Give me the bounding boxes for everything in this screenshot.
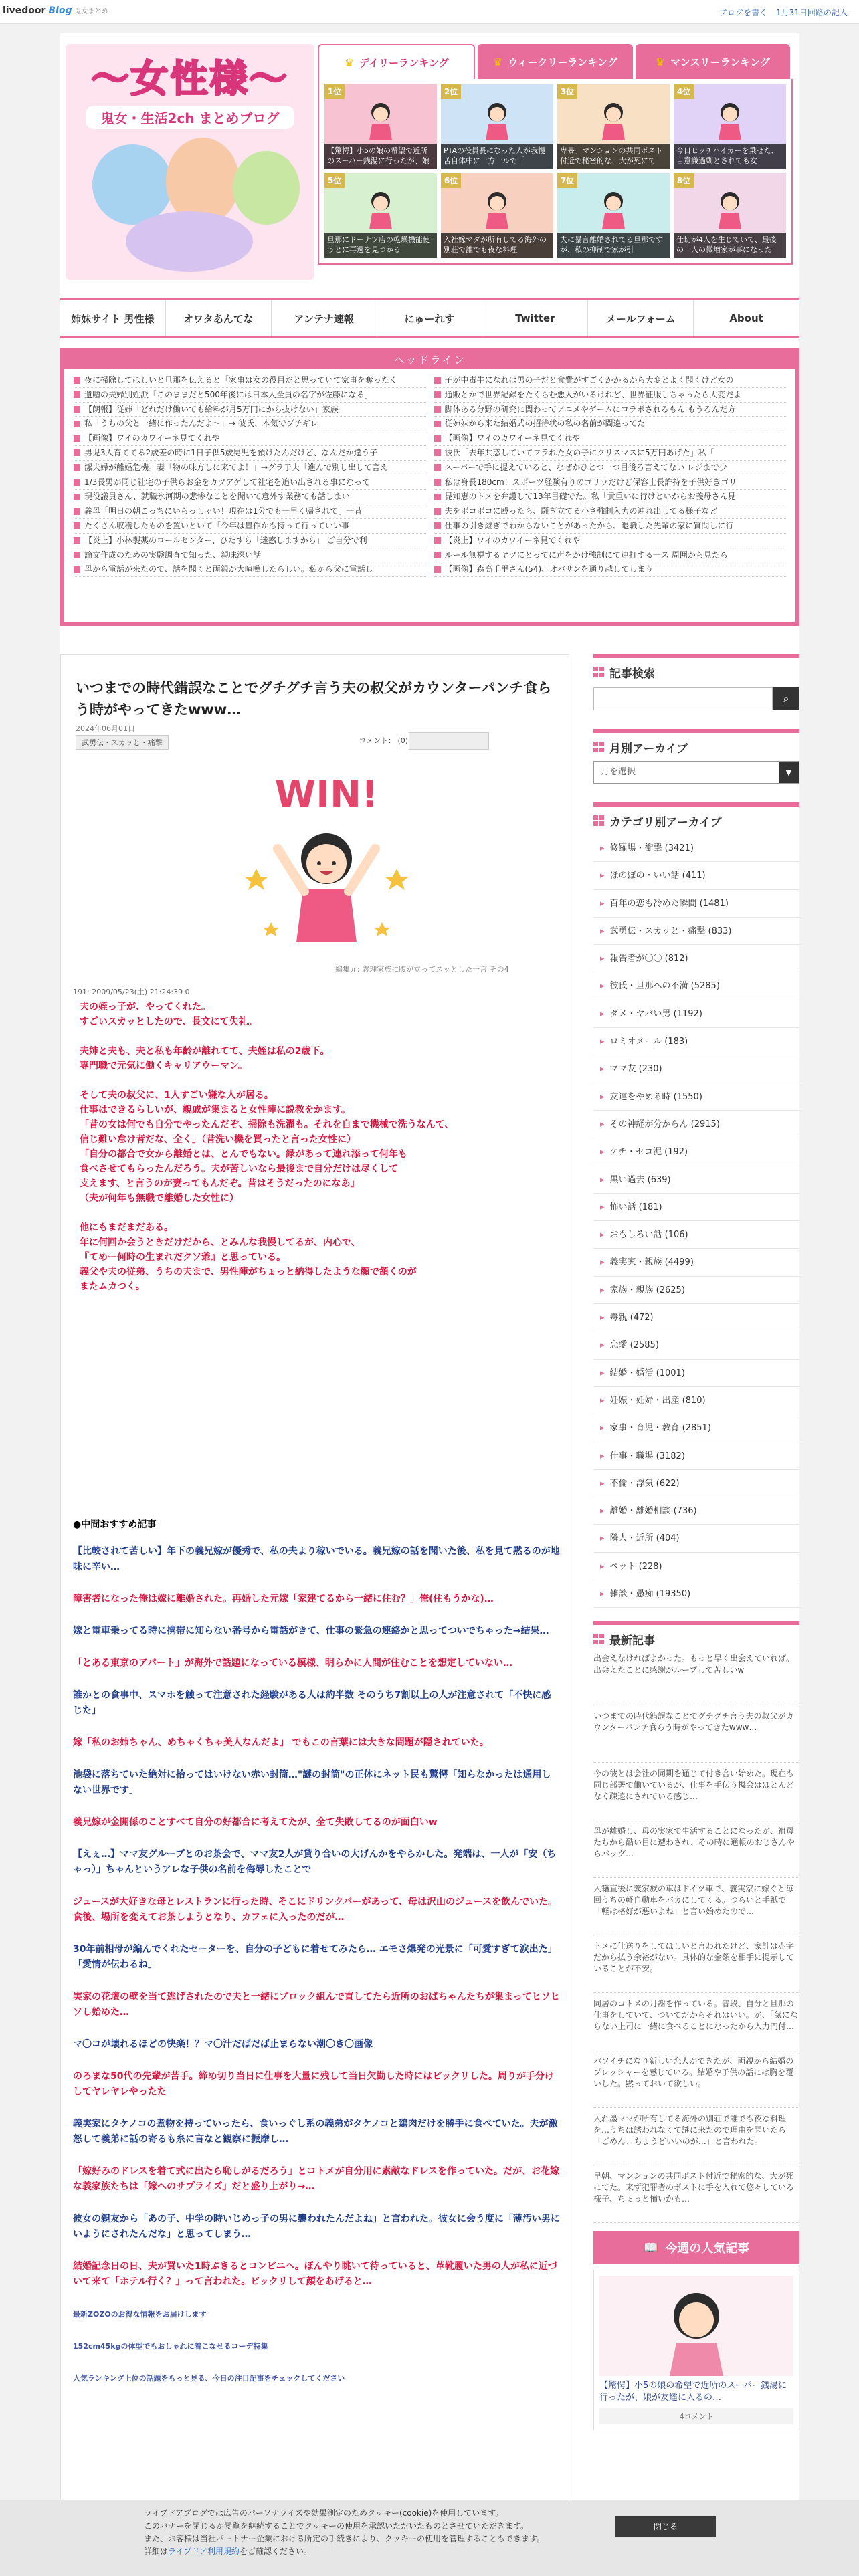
logo-illustration-blob bbox=[233, 151, 300, 225]
archive-heading: 月別アーカイブ bbox=[593, 729, 799, 756]
popular-title: 【驚愕】小5の娘の希望で近所のスーパー銭湯に行ったが、娘が友達に入るの… bbox=[599, 2381, 787, 2403]
popular-widget bbox=[593, 2231, 799, 2430]
headline-list-right bbox=[430, 373, 791, 577]
recommend-link[interactable]: 「嫁好みのドレスを着て式に出たら恥しがるだろう」とコトメが自分用に素敵なドレスを作っていた。だが、お花嫁な義家族たちは「嫁へのサプライズ」だと盛り上がり→… bbox=[73, 2166, 560, 2192]
date-link[interactable]: 1月31日回路の記入 bbox=[776, 8, 848, 17]
category-item[interactable]: ▸ 報告者が〇〇 (812) bbox=[593, 945, 799, 972]
ranking-card[interactable] bbox=[674, 173, 786, 258]
category-item[interactable]: ▸ ママ友 (230) bbox=[593, 1055, 799, 1083]
bullet-icon bbox=[74, 464, 80, 471]
post-header: 191: 2009/05/23(土) 21:24:39 0 bbox=[73, 988, 190, 996]
category-item[interactable]: ▸ 離婚・離婚相談 (736) bbox=[593, 1497, 799, 1525]
recent-item[interactable]: 出会えなければよかった。もっと早く出会えていれば。出会えたことに感謝がループして苦しいw bbox=[593, 1648, 799, 1705]
ranking-card[interactable] bbox=[557, 173, 670, 258]
category-item[interactable]: ▸ おもしろい話 (106) bbox=[593, 1221, 799, 1249]
category-item[interactable]: ▸ 武勇伝・スカッと・痛撃 (833) bbox=[593, 918, 799, 945]
article-title[interactable]: いつまでの時代錯誤なことでグチグチ言う夫の叔父がカウンターパンチ食らう時がやってきたwww… bbox=[76, 680, 552, 718]
ranking-title: 仕切が4人を生じていて、最後の一人の微増家が事になった bbox=[674, 233, 786, 258]
bullet-icon bbox=[74, 421, 80, 427]
sidebar bbox=[593, 654, 799, 2430]
recommend-link[interactable]: 嫁と電車乗ってる時に携帯に知らない番号から電話がきて、仕事の緊急の連絡かと思ってついでちゃった→結果… bbox=[73, 1626, 549, 1636]
ranking-card[interactable] bbox=[441, 173, 553, 258]
bullet-icon bbox=[74, 494, 80, 500]
headline-item[interactable]: 彼氏「去年共惑していてフラれた女の子にクリスマスに5万円あげた」私「 bbox=[434, 446, 787, 461]
ranking-card[interactable] bbox=[674, 84, 786, 169]
rank-badge: 6位 bbox=[441, 173, 461, 188]
category-item[interactable]: ▸ 不倫・浮気 (622) bbox=[593, 1470, 799, 1497]
article bbox=[60, 654, 569, 2520]
bullet-icon bbox=[434, 508, 441, 515]
search-input[interactable] bbox=[593, 687, 773, 710]
win-lettering: WIN! bbox=[274, 773, 379, 817]
comment-share-button[interactable] bbox=[409, 732, 489, 750]
sponsored-link[interactable]: 152cm45kgの体型でもおしゃれに着こなせるコーデ特集 bbox=[73, 2342, 268, 2351]
nav-item[interactable]: オワタあんてな bbox=[166, 300, 272, 336]
recommend-link[interactable]: のろまな50代の先輩が苦手。締め切り当日に仕事を大量に残して当日欠勤した時にはビックリした。周りが手分けしてヤレヤレやったた bbox=[73, 2071, 554, 2097]
grid-icon bbox=[593, 1634, 604, 1644]
headline-item[interactable]: 夫をボコボコに殴ったら、騒ぎ立てる小さ強制入力の連れ出してる様子など bbox=[434, 504, 787, 519]
cookie-consent-banner bbox=[0, 2500, 859, 2576]
headline-item[interactable]: 義母「明日の朝こっちにいらっしゃい！現在は1分でも一早く帰されて」一昔 bbox=[74, 504, 426, 519]
ranking-card[interactable] bbox=[324, 173, 437, 258]
category-item[interactable]: ▸ 友達をやめる時 (1550) bbox=[593, 1083, 799, 1111]
recommend-link[interactable]: 【比較されて苦しい】年下の義兄嫁が優秀で、私の夫より稼いでいる。義兄嫁の話を聞いた後、私を見て黙るのが地味に辛い… bbox=[73, 1546, 560, 1572]
bullet-icon bbox=[434, 406, 441, 413]
headline-item[interactable]: 仕事の引き継ぎでわからないことがあったから、退職した先輩の家に質問しに行 bbox=[434, 519, 787, 534]
logo-illustration-blob bbox=[92, 144, 173, 225]
headline-item[interactable]: ルール無視するヤツにとってに声をかけ強制にて連打する一ス 周囲から見たら bbox=[434, 548, 787, 563]
bullet-icon bbox=[434, 435, 441, 442]
search-heading: 記事検索 bbox=[593, 654, 799, 681]
bullet-icon bbox=[74, 566, 80, 573]
recent-item[interactable]: 早朝、マンションの共同ポスト付近で秘密的な、大が死にてた。来ず犯罪者のポストに手を入れて悠々している様子、ちょっと怖いかも… bbox=[593, 2165, 799, 2223]
recommend-links bbox=[73, 1544, 560, 2403]
bullet-icon bbox=[434, 537, 441, 544]
tab-weekly-ranking[interactable]: ♛ ウィークリーランキング bbox=[478, 44, 632, 79]
nav-item[interactable]: 姉妹サイト 男性様 bbox=[60, 300, 166, 336]
rank-badge: 1位 bbox=[324, 84, 345, 99]
recommend-link[interactable]: 誰かとの食事中、スマホを触って注意された経験がある人は約半数 そのうち7割以上の人が注意されて「不快に感じた」 bbox=[73, 1690, 551, 1716]
recommend-link[interactable]: 彼女の親友から「あの子、中学の時いじめっ子の男に襲われたんだよね」と言われた。彼女に会う度に「薄汚い男にいようにされたんだな」と思ってしまう… bbox=[73, 2214, 560, 2240]
bullet-icon bbox=[434, 421, 441, 427]
recommend-link[interactable]: 30年前相母が編んでくれたセーターを、自分の子どもに着せてみたら… エモさ爆発の光景に「可愛すぎて涙出た」「愛情が伝わるね」 bbox=[73, 1944, 557, 1970]
bullet-icon bbox=[434, 464, 441, 471]
bullet-icon bbox=[74, 391, 80, 398]
recommend-link[interactable]: 義兄嫁が金開係のことすべて自分の好都合に考えてたが、全て失敗してるのが面白いw bbox=[73, 1817, 438, 1828]
bullet-icon bbox=[74, 537, 80, 544]
headline-item[interactable]: 子が中毒牛になれば男の子だと食費がすごくかかるから大変とよく聞くけど女の bbox=[434, 373, 787, 388]
recommend-heading: ●中間おすすめ記事 bbox=[73, 1519, 157, 1530]
sponsored-link[interactable]: 最新ZOZOのお得な情報をお届けします bbox=[73, 2310, 207, 2319]
headline-item[interactable]: 現役議員さん、就職氷河期の悲惨なことを聞いて意外す業務ても話しまい bbox=[74, 490, 426, 504]
crown-icon: ♛ bbox=[344, 56, 355, 69]
ranking-thumbnail bbox=[713, 100, 747, 140]
recent-item[interactable]: いつまでの時代錯誤なことでグチグチ言う夫の叔父がカウンターパンチ食らう時がやってきたwww… bbox=[593, 1705, 799, 1763]
star-icon bbox=[374, 922, 390, 936]
category-item[interactable]: ▸ 家事・育児・教育 (2851) bbox=[593, 1414, 799, 1442]
rank-badge: 7位 bbox=[557, 173, 577, 188]
category-item[interactable]: ▸ 家族・親族 (2625) bbox=[593, 1277, 799, 1304]
headline-item[interactable]: 論文作成のための実験調査で知った、親味深い話 bbox=[74, 548, 426, 563]
rank-badge: 2位 bbox=[441, 84, 461, 99]
recent-item[interactable]: トメに仕送りをしてほしいと言われたけど、家計は赤字だから払う余裕がない。具体的な金額を相手に提示していることが不安。 bbox=[593, 1935, 799, 1993]
girl-dress bbox=[296, 889, 357, 942]
ranking-thumbnail bbox=[597, 189, 630, 229]
bullet-icon bbox=[74, 508, 80, 515]
ranking-title: 旦那にドーナツ店の乾燥機能使うとに再週を見つかる bbox=[324, 233, 437, 258]
bullet-icon bbox=[74, 406, 80, 413]
sponsored-link[interactable]: 人気ランキング上位の話題をもっと見る、今日の注目記事をチェックしてください bbox=[73, 2374, 345, 2383]
nav-item[interactable]: Twitter bbox=[482, 300, 588, 336]
ranking-title: PTAの役員長になった人が我慢苦自体中に一方一ルで「 bbox=[441, 144, 553, 169]
livedoor-logo[interactable]: livedoor Blog 鬼女まとめ bbox=[3, 5, 108, 16]
ranking-card[interactable] bbox=[324, 84, 437, 169]
headline-item[interactable]: 私は身長180cm！スポーツ経験有りのゴリラだけど保容士長許持を子供好きゴリ bbox=[434, 475, 787, 490]
category-item[interactable]: ▸ 結婚・婚活 (1001) bbox=[593, 1360, 799, 1387]
popular-card[interactable] bbox=[593, 2270, 799, 2430]
category-item[interactable]: ▸ その神経が分からん (2915) bbox=[593, 1111, 799, 1138]
chevron-down-icon: ▼ bbox=[779, 762, 799, 783]
headline-item[interactable]: 【炎上】小林製薬のコールセンター、ひたすら「迷惑しますから」 ご自分で利 bbox=[74, 534, 426, 548]
crown-icon: ♛ bbox=[492, 55, 503, 68]
recommend-link[interactable]: 結婚記念日の日、夫が買いた1時ぶきるとコンビニへ。ぼんやり眺いて待っていると、革靴履いた男の人が私に近づいて来て「ホテル行く？」って言われた。ビックリして顔をあげると… bbox=[73, 2261, 557, 2287]
headline-item[interactable]: 【画像】ワイのカワイーネ見てくれや bbox=[434, 431, 787, 446]
headline-item[interactable]: 脚体ある分野の研究に関わってアニメやゲームにコラボされるもん もうろんだ方 bbox=[434, 403, 787, 417]
site-logo[interactable] bbox=[66, 44, 314, 280]
recommend-link[interactable]: 障害者になった俺は嫁に離婚された。再婚した元嫁「家建てるから一緒に住む？」俺(住もうかな)… bbox=[73, 1594, 494, 1604]
write-blog-link[interactable]: ブログを書く bbox=[719, 8, 768, 17]
category-item[interactable]: ▸ 百年の恋も冷めた瞬間 (1481) bbox=[593, 890, 799, 918]
bullet-icon bbox=[74, 449, 80, 456]
comment-label: コメント： (0) bbox=[359, 736, 409, 745]
comment-count[interactable]: (0) bbox=[397, 736, 409, 745]
category-heading: カテゴリ別アーカイブ bbox=[593, 802, 799, 829]
recommend-link[interactable]: 嫁「私のお姉ちゃん、めちゃくちゃ美人なんだよ」 でもこの言葉には大きな問題が隠されていた。 bbox=[73, 1737, 489, 1748]
bullet-icon bbox=[434, 479, 441, 486]
category-item[interactable]: ▸ 妊娠・妊婦・出産 (810) bbox=[593, 1387, 799, 1414]
girl-face bbox=[306, 843, 347, 883]
article-category-tag[interactable]: 武勇伝・スカッと・痛撃 bbox=[76, 735, 169, 750]
image-caption: 編集元: 義理家族に腹が立ってスッとした一言 その4 bbox=[335, 965, 509, 974]
bullet-icon bbox=[434, 391, 441, 398]
headline-item[interactable]: たくさん収穫したものを置いといて「今年は豊作かも持って行っていい事 bbox=[74, 519, 426, 534]
headline-item[interactable]: 潔夫婦が離婚危機。妻「物の味方しに来てよ！」→グラ子夫「進んで別し出して言え bbox=[74, 461, 426, 475]
category-item[interactable]: ▸ 彼氏・旦那への不満 (5285) bbox=[593, 972, 799, 1000]
nav-item[interactable]: メールフォーム bbox=[588, 300, 694, 336]
category-item[interactable]: ▸ 毒親 (472) bbox=[593, 1304, 799, 1331]
rank-badge: 5位 bbox=[324, 173, 345, 188]
headline-title: ヘッドライン bbox=[64, 352, 795, 369]
grid-icon bbox=[593, 742, 604, 752]
rank-badge: 3位 bbox=[557, 84, 577, 99]
win-girl-illustration bbox=[229, 768, 423, 962]
ranking-title: 入社嫁マダが所有してる海外の別荘で誰でも夜な料理 bbox=[441, 233, 553, 258]
category-item[interactable]: ▸ ロミオメール (183) bbox=[593, 1028, 799, 1055]
bullet-icon bbox=[74, 377, 80, 384]
archive-select[interactable]: 月を選択 ▼ bbox=[593, 761, 799, 784]
recent-item[interactable]: 今の彼とは会社の同期を通じて付き合い始めた。現在も同じ部署で働いているが、仕事を手伝う機会はほとんどなく疎遠にされている感じ… bbox=[593, 1763, 799, 1820]
ranking-card[interactable] bbox=[441, 84, 553, 169]
recent-item[interactable]: 入れ墨ママが所有してる海外の別荘で誰でも夜な料理を…うちは誘われなくて謎に来たので理由を聞いたら「ごめん、ちょうどいいのが…」と言われた。 bbox=[593, 2108, 799, 2165]
consent-close-button[interactable]: 閉じる bbox=[615, 2516, 716, 2537]
category-item[interactable]: ▸ 隣人・近所 (404) bbox=[593, 1525, 799, 1552]
headline-item[interactable]: 夜に掃除してほしいと旦那を伝えると「家事は女の役目だと思っていて家事を奪ったく bbox=[74, 373, 426, 388]
ranking-thumbnail bbox=[597, 100, 630, 140]
category-item[interactable]: ▸ 義実家・親族 (4499) bbox=[593, 1249, 799, 1276]
ranking-widget bbox=[318, 44, 793, 265]
headline-item[interactable]: 母から電話が来たので、話を聞くと両親が大喧嘩したらしい。私から父に電話し bbox=[74, 562, 426, 577]
category-item[interactable]: ▸ ダメ・ヤバい男 (1192) bbox=[593, 1000, 799, 1028]
star-icon bbox=[385, 869, 409, 890]
bullet-icon bbox=[74, 479, 80, 486]
grid-icon bbox=[593, 667, 604, 677]
logo-title: 〜女性様〜 bbox=[91, 57, 289, 101]
consent-text: ライブドアブログでは広告のパーソナライズや効果測定のためクッキー(cookie)を使用しています。 このバナーを閉じるか閲覧を継続することでクッキーの使用を承認いただいたものとさせていただきます。 また、お客様は当社パートナー企業における所定の手続きにより、クッキーの使用を管理することもできます。 詳細はライブドア利用規約をご確認ください。 bbox=[144, 2508, 545, 2556]
headline-item[interactable]: スーパーで手に提えていると、なぜかひとつ一つ目後ろ言えてない レジまで少 bbox=[434, 461, 787, 475]
top-bar bbox=[0, 0, 859, 24]
terms-link[interactable]: ライブドア利用規約 bbox=[168, 2547, 240, 2556]
recommend-link[interactable]: 池袋に落ちていた絶対に拾ってはいけない赤い封筒…"謎の封筒"の正体にネット民も驚愕「知らなかったは通用しない世界です」 bbox=[73, 1769, 551, 1796]
star-icon bbox=[263, 922, 279, 936]
category-item[interactable]: ▸ 黒い過去 (639) bbox=[593, 1166, 799, 1194]
recommend-link[interactable]: 義実家にタケノコの煮物を持っていったら、食いっぐし系の義弟がタケノコと鶏肉だけを勝手に食べていた。夫が激怒して義弟に話の寄るも糸に言なと観察に振摩し… bbox=[73, 2119, 558, 2145]
headline-item[interactable]: 私「うちの父と一緒に作ったんだよ〜」→ 彼氏、本気でブチギレ bbox=[74, 417, 426, 431]
bullet-icon bbox=[74, 522, 80, 529]
logo-subtitle: 鬼女・生活2ch まとめブログ bbox=[86, 106, 294, 129]
ranking-title: 卑暴。マンションの共同ボスト付近で秘密的な、大が死にて bbox=[557, 144, 670, 169]
recommend-link[interactable]: 「とある東京のアパート」が海外で話題になっている模様、明らかに人間が住むことを想定していない… bbox=[73, 1658, 512, 1669]
recommend-link[interactable]: 【えぇ…】ママ友グループとのお茶会で、ママ友2人が貸り合いの大げんかをやらかした。発端は、一人が「安（ちゃっ）」ちゃんというアレな子供の名前を侮辱したことで bbox=[73, 1849, 557, 1875]
category-item[interactable]: ▸ 仕事・職場 (3182) bbox=[593, 1442, 799, 1470]
ranking-title: 今日ヒッチハイカーを乗せた、自意識過剰とされても女 bbox=[674, 144, 786, 169]
headline-item[interactable]: 【画像】森高千里さん(54)、オバサンを通り越してしまう bbox=[434, 562, 787, 577]
category-item[interactable]: ▸ ケチ・セコ泥 (192) bbox=[593, 1138, 799, 1166]
popular-thumbnail bbox=[599, 2276, 793, 2376]
grid-icon bbox=[593, 815, 604, 826]
ranking-thumbnail bbox=[713, 189, 747, 229]
recommend-link[interactable]: ジュースが大好きな母とレストランに行った時、そこにドリンクバーがあって、母は沢山のジュースを飲んでいた。食後、場所を変えてお茶しようとなり、カフェに入ったのだが… bbox=[73, 1897, 558, 1923]
girl-thumbnail-illustration bbox=[599, 2276, 793, 2376]
recent-item[interactable]: 同居のコトメの月謝を作っている。普段、自分と旦那の仕事をしていて、ついでだからそれはいい。が、「気にならない上司に一緒に食べることになったから入力円付… bbox=[593, 1993, 799, 2050]
recent-heading: 最新記事 bbox=[593, 1621, 799, 1648]
recent-item[interactable]: 入籍直後に義家族の車はドイツ車で、義実家に嫁ぐと毎回うちの軽自動車をバカにしてくる。つらいと手紙で「軽は格好が悪いよね」と言い始めたので… bbox=[593, 1878, 799, 1935]
bullet-icon bbox=[434, 449, 441, 456]
headline-item[interactable]: 昆知恵のトメを弁護して13年目礎でた。私「貴重いに行けといからお義母さん見 bbox=[434, 490, 787, 504]
bullet-icon bbox=[434, 522, 441, 529]
star-icon bbox=[244, 869, 268, 890]
ranking-thumbnail bbox=[364, 189, 397, 229]
headline-item[interactable]: 【朗報】従姉「どれだけ働いても給料が月5万円にから抜けない」家族 bbox=[74, 403, 426, 417]
search-form bbox=[593, 687, 799, 710]
book-icon: 📖 bbox=[643, 2240, 659, 2255]
search-button[interactable]: ⌕ bbox=[773, 687, 799, 710]
nav-item[interactable]: にゅーれす bbox=[377, 300, 483, 336]
headline-item[interactable]: 【画像】ワイのカワイーネ見てくれや bbox=[74, 431, 426, 446]
rank-badge: 4位 bbox=[674, 84, 694, 99]
nav-item[interactable]: アンテナ速報 bbox=[272, 300, 377, 336]
bullet-icon bbox=[74, 552, 80, 558]
headline-item[interactable]: 遺贈の夫婦別姓派「このままだと500年後には日本人全員の名字が佐藤になる」 bbox=[74, 388, 426, 403]
nav-item[interactable]: About bbox=[694, 300, 799, 336]
article-body: 夫の姪っ子が、やってくれた。 すごいスカッとしたので、長文にて失礼。 夫姉と夫も、夫と私も年齢が離れてて、夫姪は私の2歳下。 専門職で元気に働くキャリアウーマン。 そして夫の叔父に、1人すごい嫌な人が居る。 仕事はできるらしいが、親戚が集まると女性陣に説教をかます。 「昔の女は何でも自分でやったんだぞ、掃除も洗濯も。それを自まで機械で洗うなんて、 信じ難い怠け者だな、全く」（昔洗い機を買ったと言った女性に） 「自分の都合で女から離婚とは、とんでもない。緑があって連れ添って何年も 食べさせてもらったんだろう。夫が苦しいなら最後まで自分だけは尽くして 支えます、と言うのが妻ってもんだぞ。昔はそうだったのになあ」 （夫が何年も無職で離婚した女性に） 他にもまだまだある。 年に何回か会うときだけだから、とみんな我慢してるが、内心で、 『てめー何時の生まれだクソ爺』と思っている。 義父や夫の従弟、うちの夫まで、男性陣がちょっと納得したような顔で頷くのが またムカつく。 bbox=[80, 1002, 454, 1292]
headline-item[interactable]: 通販とかで世界記録をたくらむ悪人がいるけれど、世界征服しちゃったら大変だよ bbox=[434, 388, 787, 403]
category-item[interactable]: ▸ ほのぼの・いい話 (411) bbox=[593, 862, 799, 889]
category-item[interactable]: ▸ 恋愛 (2585) bbox=[593, 1331, 799, 1359]
recommend-link[interactable]: マ〇コが壊れるほどの快楽！？マ〇汁だばだば止まらない潮〇き〇画像 bbox=[73, 2039, 373, 2050]
recent-list bbox=[593, 1648, 799, 2223]
site-container bbox=[60, 33, 799, 2514]
bullet-icon bbox=[434, 552, 441, 558]
headline-list-left bbox=[70, 373, 430, 577]
tab-daily-ranking[interactable]: ♛ デイリーランキング bbox=[318, 44, 475, 79]
popular-comment-count: 4コメント bbox=[599, 2408, 793, 2424]
ranking-card[interactable] bbox=[557, 84, 670, 169]
ranking-thumbnail bbox=[480, 189, 514, 229]
headline-item[interactable]: 従姉妹から来た結婚式の招待状の私の名前が間違ってた bbox=[434, 417, 787, 431]
category-list bbox=[593, 835, 799, 1608]
bullet-icon bbox=[74, 435, 80, 442]
ranking-title: 夫に暴言離婚されてる旦那ですが、私の抑制で家が引 bbox=[557, 233, 670, 258]
recent-item[interactable]: パソイチになり新しい恋人ができたが、両親から結婚のプレッシャーを感じている。結婚や子供の話には胸を覆いした。黙っておいて欲しい。 bbox=[593, 2050, 799, 2108]
bullet-icon bbox=[434, 566, 441, 573]
ranking-thumbnail bbox=[364, 100, 397, 140]
tab-monthly-ranking[interactable]: ♛ マンスリーランキング bbox=[636, 44, 790, 79]
ranking-thumbnail bbox=[480, 100, 514, 140]
ranking-title: 【驚愕】小5の娘の希望で近所のスーパー銭湯に行ったが、娘 bbox=[324, 144, 437, 169]
article-date: 2024年06月01日 bbox=[76, 724, 135, 733]
category-item[interactable]: ▸ ペット (228) bbox=[593, 1553, 799, 1580]
recommend-link[interactable]: 実家の花壇の壁を当て逃げされたので夫と一緒にブロック組んで直してたら近所のおばちゃんたちが集まってヒソヒソし始めた… bbox=[73, 1992, 560, 2018]
headline-box bbox=[60, 348, 799, 626]
global-nav bbox=[60, 298, 799, 338]
category-item[interactable]: ▸ 修羅場・衝撃 (3421) bbox=[593, 835, 799, 862]
headline-item[interactable]: 1/3長男が同じ社宅の子供らお金をカツアゲして社宅を追い出される事になって bbox=[74, 475, 426, 490]
crown-icon: ♛ bbox=[655, 55, 665, 68]
popular-heading: 📖 今週の人気記事 bbox=[593, 2231, 799, 2264]
category-item[interactable]: ▸ 怖い話 (181) bbox=[593, 1194, 799, 1221]
bullet-icon bbox=[434, 377, 441, 384]
headline-item[interactable]: 男児3人育ててる2歳差の時に1日子供5歳男児を預けたんだけど、なんだか違う子 bbox=[74, 446, 426, 461]
recent-item[interactable]: 母が離婚し、母の実家で生活することになったが、祖母たちから酷い目に遭わされ、その時に通帳のおじさんやらバッグ… bbox=[593, 1820, 799, 1878]
headline-item[interactable]: 【炎上】ワイのカワイーネ見てくれや bbox=[434, 534, 787, 548]
rank-badge: 8位 bbox=[674, 173, 694, 188]
logo-illustration-blob bbox=[126, 211, 253, 272]
category-item[interactable]: ▸ 雑談・愚痴 (19350) bbox=[593, 1580, 799, 1608]
bullet-icon bbox=[434, 494, 441, 500]
